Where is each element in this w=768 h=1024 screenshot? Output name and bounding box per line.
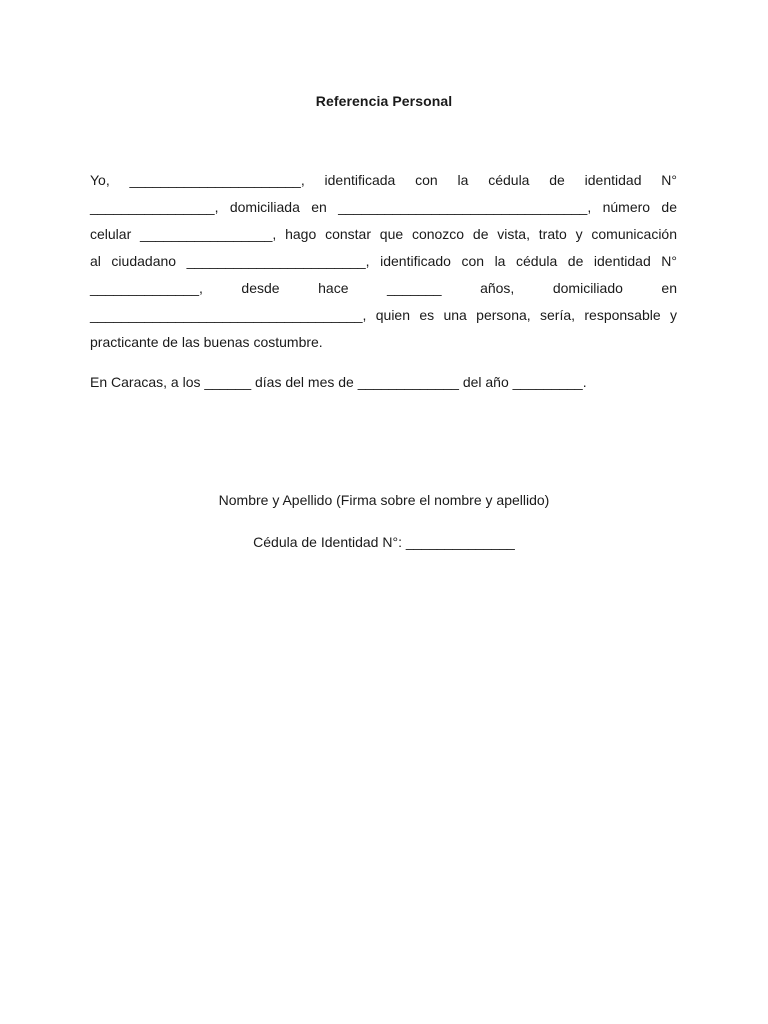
paragraph-line: ______________, desde hace _______ años, domiciliado en [90,280,677,296]
paragraph-line: Yo, ______________________, identificada con la cédula de identidad N° [90,172,677,188]
paragraph-line: al ciudadano _______________________, identificado con la cédula de identidad N° [90,253,677,269]
paragraph-line: celular _________________, hago constar que conozco de vista, trato y comunicación [90,226,677,242]
paragraph-line: ________________, domiciliada en ________________________________, número de [90,199,677,215]
date-line: En Caracas, a los ______ días del mes de _____________ del año _________. [90,374,587,390]
signature-id-line: Cédula de Identidad N°: ______________ [253,534,515,550]
paragraph-line: ___________________________________, quien es una persona, sería, responsable y [90,307,677,323]
signature-name-line: Nombre y Apellido (Firma sobre el nombre y apellido) [218,492,550,508]
paragraph-line: practicante de las buenas costumbre. [90,334,323,350]
document-title: Referencia Personal [315,93,453,109]
reference-paragraph [90,167,677,356]
